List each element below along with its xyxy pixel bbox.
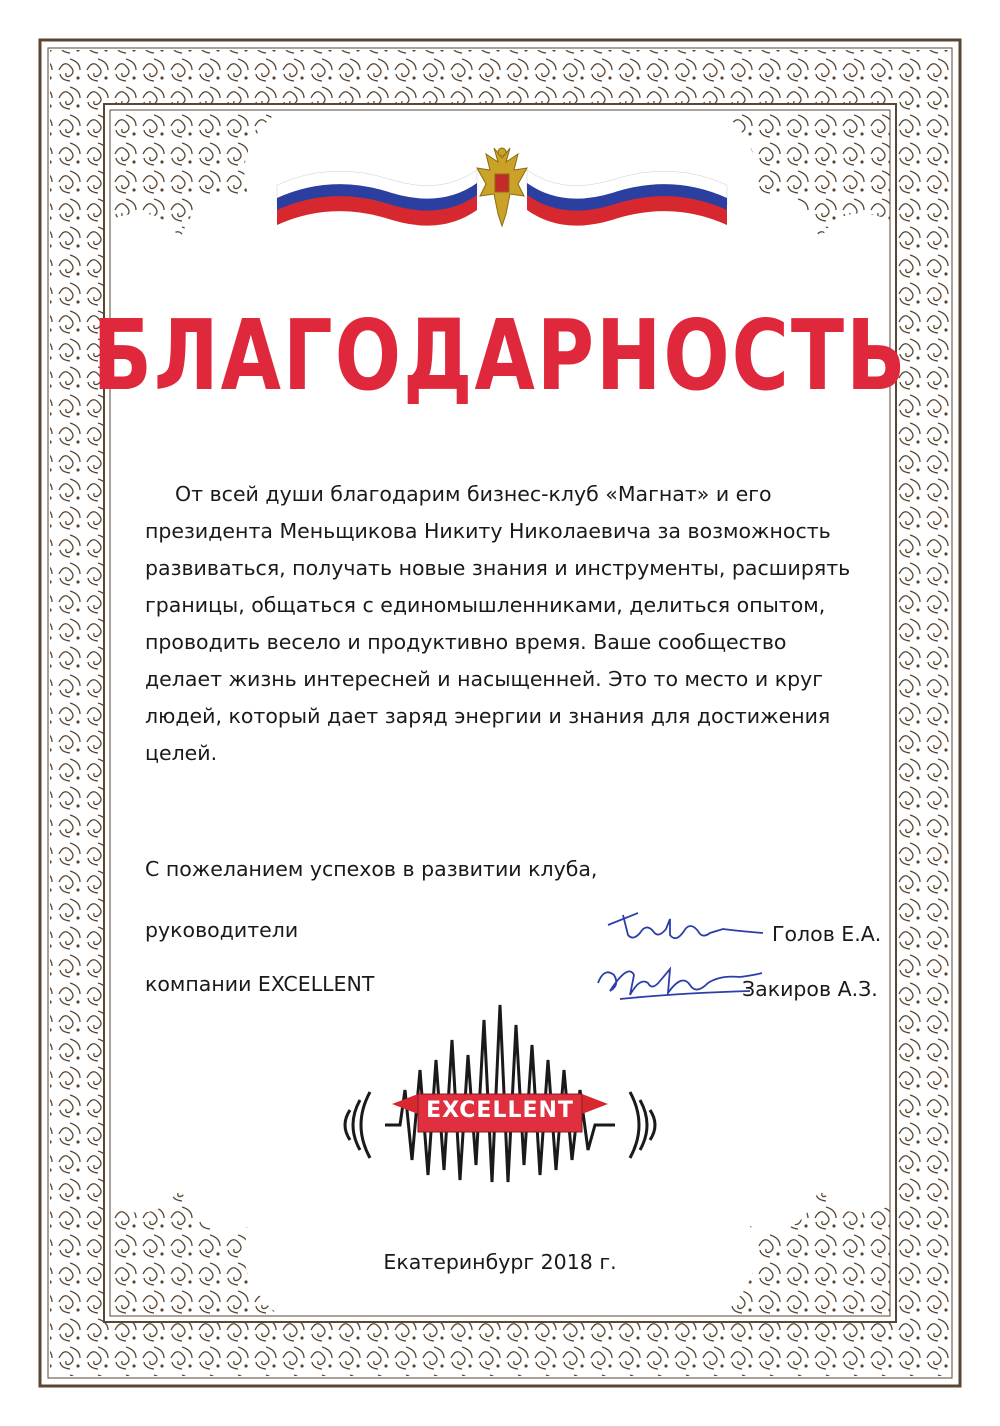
body-line: развиваться, получать новые знания и инструменты, расширять <box>145 556 851 580</box>
signature-golov <box>598 905 768 950</box>
signature-zakirov <box>590 955 765 1005</box>
body-line: целей. <box>145 741 218 765</box>
body-line: проводить весело и продуктивно время. Ваше сообщество <box>145 630 787 654</box>
russian-coat-of-arms-icon <box>272 140 732 240</box>
signer-golov-name: Голов Е.А. <box>772 922 882 946</box>
body-line: президента Меньщикова Никиту Николаевича за возможность <box>145 519 831 543</box>
city-year: Екатеринбург 2018 г. <box>383 1250 617 1274</box>
signatory-role-line2: компании EXCELLENT <box>145 972 375 996</box>
excellent-logo-text: EXCELLENT <box>426 1098 574 1123</box>
closing-line: С пожеланием успехов в развитии клуба, <box>145 857 598 881</box>
page-title: БЛАГОДАРНОСТЬ <box>92 300 908 413</box>
body-line: людей, который дает заряд энергии и знания для достижения <box>145 704 831 728</box>
signatory-role-line1: руководители <box>145 918 299 942</box>
body-line: делает жизнь интересней и насыщенней. Это то место и круг <box>145 667 824 691</box>
excellent-soundwave-logo <box>330 1000 670 1185</box>
body-paragraph <box>145 476 865 772</box>
body-line: От всей души благодарим бизнес-клуб «Магнат» и его <box>175 482 772 506</box>
signer-zakirov-name: Закиров А.З. <box>742 977 878 1001</box>
body-line: границы, общаться с единомышленниками, делиться опытом, <box>145 593 826 617</box>
